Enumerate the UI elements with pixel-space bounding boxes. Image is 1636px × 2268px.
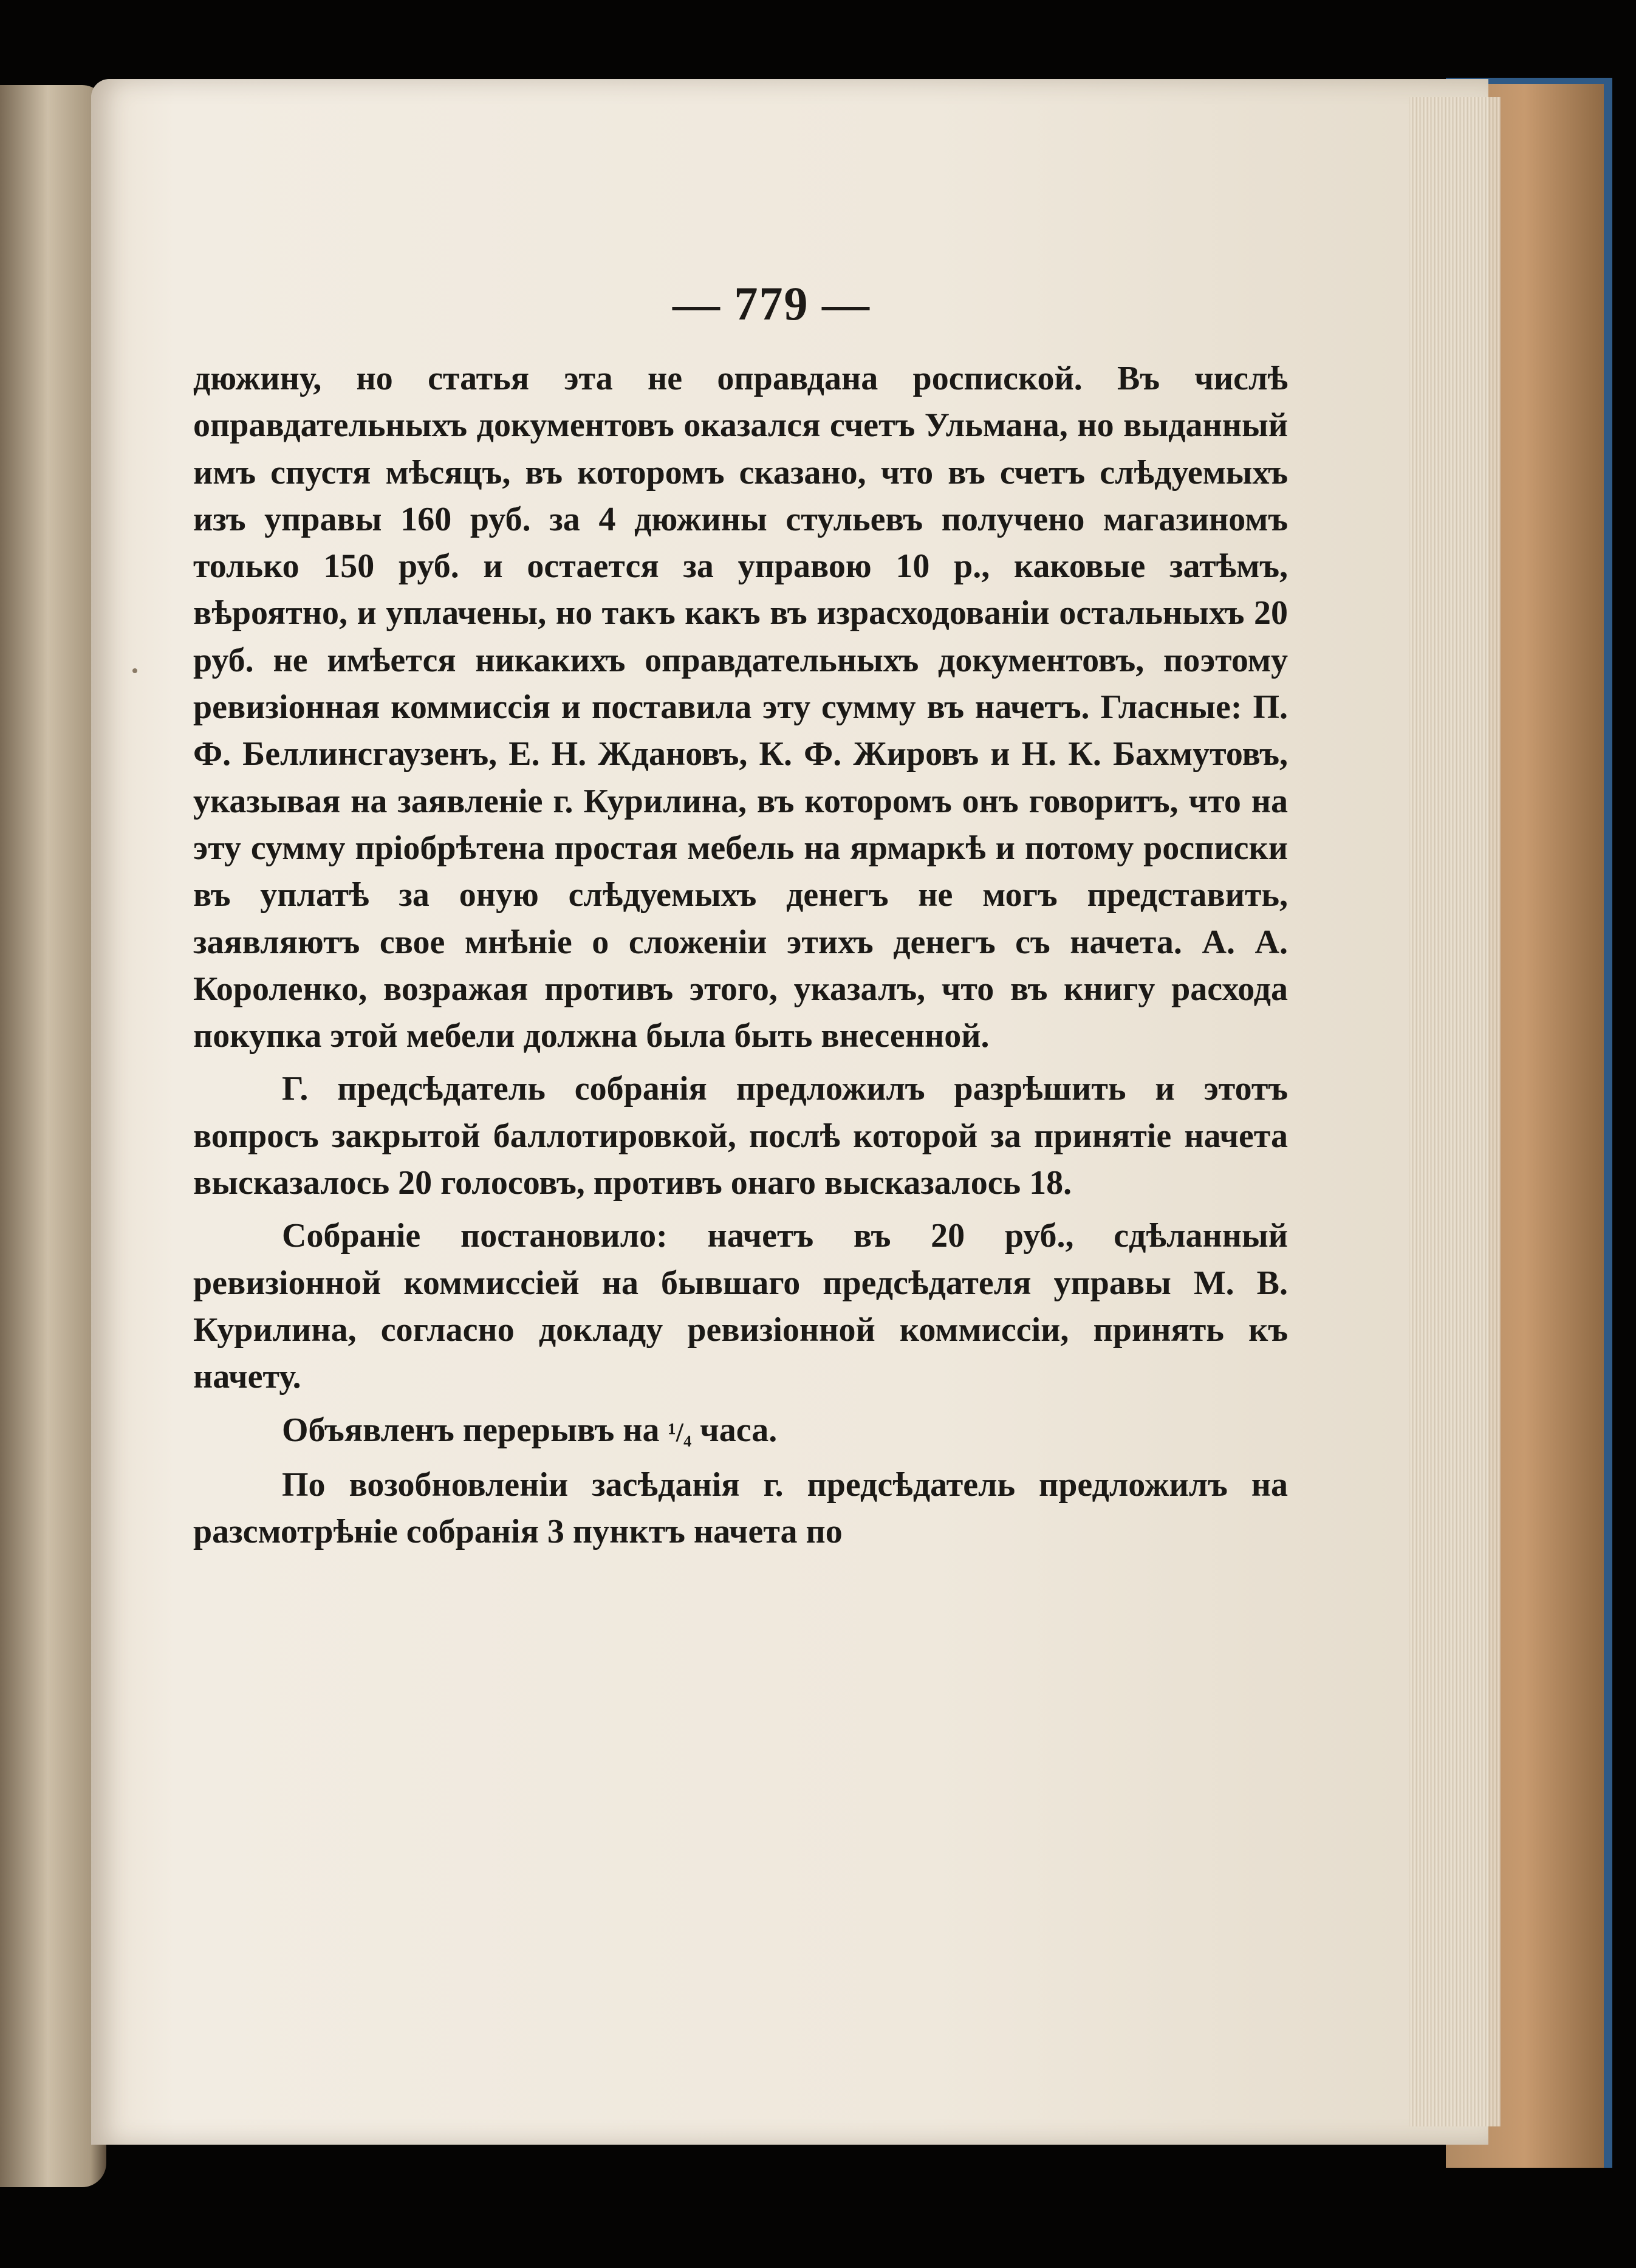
paragraph-2: Г. предсѣдатель собранія предложилъ разрѣшить и этотъ вопросъ закрытой баллотировкой, послѣ которой за принятіе начета высказалось 20 голосовъ, противъ онаго высказалось 18. xyxy=(193,1070,1288,1202)
page-edges xyxy=(1409,97,1501,2126)
page-number: — 779 — xyxy=(673,277,871,330)
paper-speck xyxy=(132,668,137,673)
break-suffix: часа. xyxy=(691,1411,778,1449)
paragraph-break xyxy=(193,1407,1288,1456)
paragraph-1: дюжину, но статья эта не оправдана роспиской. Въ числѣ оправдательныхъ документовъ оказался счетъ Ульмана, но выданный имъ спустя мѣсяцъ, въ которомъ сказано, что въ счетъ слѣдуемыхъ изъ управы 160 руб. за 4 дюжины стульевъ получено магазиномъ только 150 руб. и остается за управою 10 р., каковые затѣмъ, вѣроятно, и уплачены, но такъ какъ въ израсходованіи остальныхъ 20 руб. не имѣется никакихъ оправдательныхъ документовъ, поэтому ревизіонная коммиссія и поставила эту сумму въ начетъ. Гласные: П. Ф. Беллинсгаузенъ, Е. Н. Ждановъ, К. Ф. Жировъ и Н. К. Бахмутовъ, указывая на заявленіе г. Курилина, въ которомъ онъ говоритъ, что на эту сумму пріобрѣтена простая мебель на ярмаркѣ и потому росписки въ уплатѣ за оную слѣдуемыхъ денегъ не могъ представить, заявляютъ свое мнѣніе о сложеніи этихъ денегъ съ начета. А. А. Короленко, возражая противъ этого, указалъ, что въ книгу расхода покупка этой мебели должна была быть внесенной. xyxy=(193,360,1288,1055)
break-fraction: ¹/₄ xyxy=(668,1417,692,1447)
book-page xyxy=(91,79,1488,2145)
paragraph-3: Собраніе постановило: начетъ въ 20 руб., сдѣланный ревизіонной коммиссіей на бывшаго предсѣдателя управы М. В. Курилина, согласно докладу ревизіонной коммиссіи, принять къ начету. xyxy=(193,1217,1288,1396)
facing-page-edge xyxy=(0,85,106,2187)
break-prefix: Объявленъ перерывъ на xyxy=(282,1411,668,1449)
paragraph-last: По возобновленіи засѣданія г. предсѣдатель предложилъ на разсмотрѣніе собранія 3 пунктъ начета по xyxy=(193,1465,1288,1551)
page-text xyxy=(193,355,1288,1555)
